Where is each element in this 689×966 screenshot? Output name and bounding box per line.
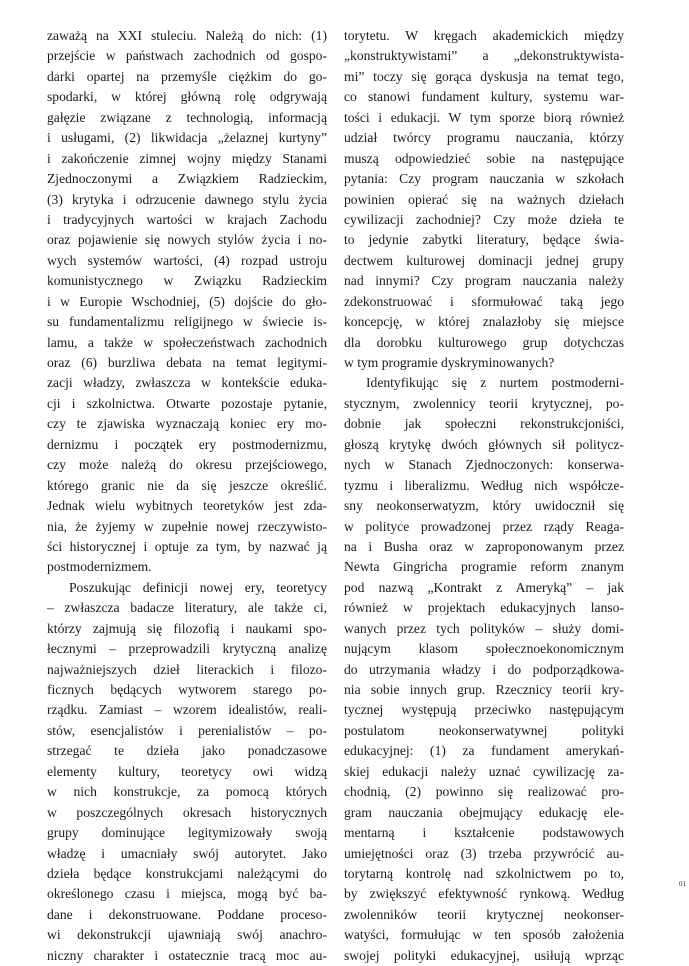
text-line: to jedynie zabytki literatury, będące świa- [344,232,624,248]
text-line: dzieła będące konstrukcjami należącymi do [47,865,327,881]
text-line: dernizmu i początek ery postmodernizmu, [47,436,327,452]
text-line: umiejętności oraz (3) trzeba przywrócić au- [344,845,624,861]
text-line: i usługami, (2) likwidacja „żelaznej kurtyny” [47,130,327,146]
text-line: głoszą krytykę dwóch głównych sił politycz- [344,436,624,452]
text-line: nującym klasom społecznoekonomicznym [344,641,624,657]
text-line: koncepcję, w której znalazłoby się miejsce [344,314,624,330]
text-line: co stanowi fundament kultury, systemu war- [344,89,624,105]
text-line: chodnią, (2) powinno się realizować pro- [344,784,624,800]
text-line: którzy zajmują się filozofią i naukami spo- [47,620,327,636]
text-line: Poszukując definicji nowej ery, teoretycy [69,579,327,595]
text-line: przejście w państwach zachodnich od gospo- [47,48,327,64]
text-line: nych w Stanach Zjednoczonych: konserwa- [344,457,624,473]
right-text-column [344,26,624,966]
text-line: gałęzie związane z technologią, informacją [47,109,327,125]
text-line: strzegać te dzieła jako ponadczasowe [47,743,327,759]
text-line: władzę i umacniały swój autorytet. Jako [47,845,327,861]
text-line: zacji władzy, zwłaszcza w kontekście eduka- [47,375,327,391]
text-line: powinien opierać się na ważnych dziełach [344,191,624,207]
text-line: i tradycyjnych wartości w krajach Zachodu [47,211,327,227]
text-line: stycznym, zwolennicy teorii krytycznej, po- [344,395,624,411]
text-line: wanych przez tych polityków – służy domi- [344,620,624,636]
text-line: lamu, a także w społeczeństwach zachodnich [47,334,327,350]
text-line: torytetu. W kręgach akademickich między [344,28,624,43]
text-line: najważniejszych dzieł literackich i filozo- [47,661,327,677]
text-line: czy może należą do okresu przejściowego, [47,457,327,473]
text-line: Newta Gingricha programie reform znanym [344,559,624,575]
text-line: wi dekonstrukcji ujawniają swój anachro- [47,927,327,943]
page-corner-mark: 01 [679,880,686,888]
text-line: muszą odpowiedzieć sobie na następujące [344,150,624,166]
text-line: dectwem kulturowej dominacji jednej grupy [344,252,624,268]
text-line: swojej polityki edukacyjnej, usiłują wprząc [344,947,624,963]
text-line: tości i edukacji. W tym sporze biorą również [344,109,624,125]
text-line: edukacyjnej: (1) za fundament amerykań- [344,743,624,759]
text-line: torytarną kontrolę nad szkolnictwem po to, [344,865,624,881]
text-line: Identyfikując się z nurtem postmoderni- [366,375,624,391]
text-line: nad innymi? Czy program nauczania należy [344,273,624,289]
text-line: czy te zjawiska wyznaczają koniec ery mo- [47,416,327,432]
text-line: Jednak wielu wybitnych teoretyków jest zda- [47,498,327,514]
text-line: – zwłaszcza badacze literatury, ale także ci, [47,600,327,616]
text-line: pod nazwą „Kontrakt z Ameryką” – jak [344,579,624,595]
text-line: w nich konstrukcje, za pomocą których [47,784,327,800]
text-line: dobnie jak społeczni rekonstrukcjoniści, [344,416,624,432]
text-line: ści historycznej i optuje za tym, by nazwać ją [47,538,327,554]
text-line: oraz pojawienie się nowych stylów życia i no- [47,232,327,248]
text-line: wych systemów wartości, (4) rozpad ustroju [47,252,327,268]
text-line: tycznej występują przeciwko następującym [344,702,624,718]
left-text-column [47,26,327,966]
text-line: oraz (6) burzliwa debata na temat legitymi- [47,355,327,370]
text-line: sny neokonserwatyzm, który uwidocznił się [344,498,624,514]
text-line: dla dorobku kulturowego grup dotychczas [344,334,624,350]
text-line: dane i dekonstruowane. Poddane proceso- [47,906,327,922]
text-line: „konstruktywistami” a „dekonstruktywista- [344,48,624,64]
text-line: cywilizacji zachodniej? Czy może dzieła te [344,211,624,227]
text-line: i w Europie Wschodniej, (5) dojście do gło- [47,293,327,309]
text-line: łecznymi – przeprowadzili krytyczną analizę [47,641,327,657]
text-line: w poszczególnych okresach historycznych [47,804,327,820]
text-line: elementy kultury, teoretycy owi widzą [47,763,327,779]
text-line: udział twórcy programu nauczania, którzy [344,130,624,146]
text-line: zaważą na XXI stuleciu. Należą do nich: (1) [47,28,327,43]
text-line: nia, że żyjemy w zupełnie nowej rzeczywisto- [47,518,327,534]
text-line: by zwiększyć efektywność rynkową. Według [344,886,624,902]
text-line: określonego czasu i miejsca, mogą być ba- [47,886,327,902]
text-line: w tym programie dyskryminowanych? [344,355,555,370]
text-line: grupy dominujące legitymizowały swoją [47,825,327,841]
text-line: cji i szkolnictwa. Otwarte pozostaje pytanie, [47,395,327,411]
text-line: postulatom neokonserwatywnej polityki [344,722,624,738]
text-line: i zakończenie zimnej wojny między Stanami [47,150,327,166]
text-line: zdekonstruować i sformułować taką jego [344,293,624,309]
text-line: zwolenników teorii krytycznej neokonser- [344,906,624,922]
text-line: którego granic nie da się jeszcze określić. [47,477,327,493]
text-line: w polityce prowadzonej przez rządy Reaga- [344,518,624,534]
text-line: mi” toczy się gorąca dyskusja na temat tego, [344,68,624,84]
text-line: na i Busha oraz w zaproponowanym przez [344,538,624,554]
text-line: rządku. Zamiast – wzorem idealistów, reali- [47,702,327,718]
text-line: pytania: Czy program nauczania w szkołach [344,171,624,187]
text-line: su fundamentalizmu religijnego w świecie is- [47,314,327,330]
text-line: stów, esencjalistów i perenialistów – po- [47,722,327,738]
text-line: watyści, formułując w ten sposób założenia [344,927,624,943]
text-line: niczny charakter i ostatecznie tracą moc au- [47,947,327,963]
text-line: spodarki, w której główną rolę odgrywają [47,89,327,105]
text-line: również w projektach edukacyjnych lanso- [344,600,624,616]
text-line: komunistycznego w Związku Radzieckim [47,273,327,289]
text-line: gram nauczania obejmujący edukację ele- [344,804,624,820]
text-line: nia sobie innych grup. Rzecznicy teorii kry- [344,682,624,697]
text-line: ficznych będących wytworem starego po- [47,682,327,697]
text-line: do utrzymania władzy i do podporządkowa- [344,661,624,677]
text-line: darki opartej na przemyśle ciężkim do go- [47,68,327,84]
text-line: skiej edukacji należy uznać cywilizację za- [344,763,624,779]
text-line: tyzmu i liberalizmu. Według nich współcze- [344,477,624,493]
text-line: postmodernizmem. [47,559,152,575]
text-line: Zjednoczonymi a Związkiem Radzieckim, [47,171,327,187]
text-line: (3) krytyka i odrzucenie dawnego stylu życia [47,191,327,207]
text-line: mentarną i kształcenie podstawowych [344,825,624,841]
